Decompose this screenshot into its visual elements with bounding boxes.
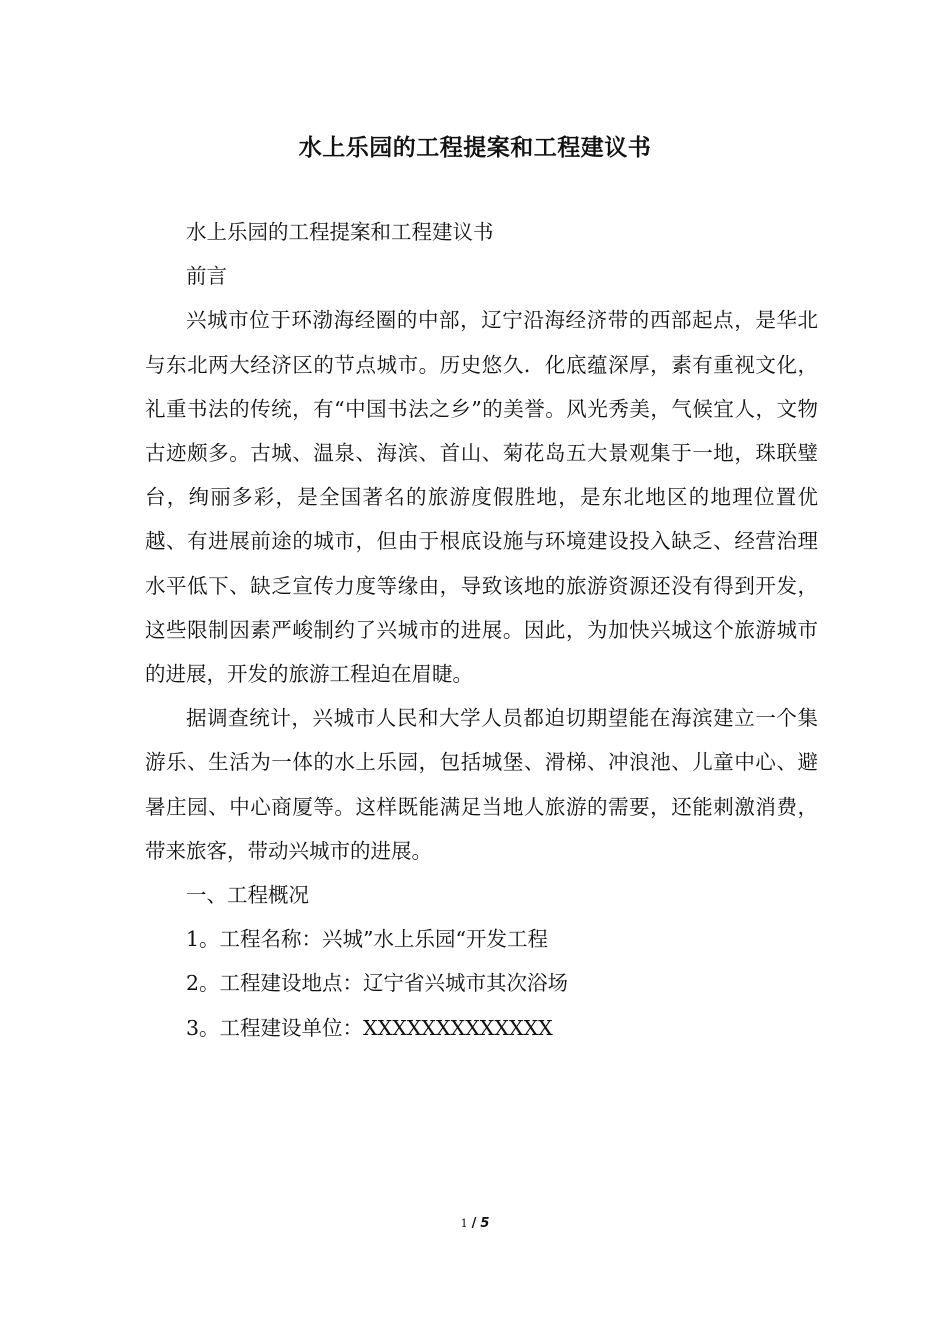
section-heading-preface: 前言 [186, 264, 227, 289]
page-separator: / [471, 1216, 477, 1231]
paragraph-survey: 据调查统计，兴城市人民和大学人员都迫切期望能在海滨建立一个集游乐、生活为一体的水上乐园，包括城堡、滑梯、冲浪池、儿童中心、避暑庄园、中心商厦等。这样既能满足当地人旅游的需要，还能刺激消费，带来旅客，带动兴城市的进展。 [145, 706, 818, 863]
body-subtitle: 水上乐园的工程提案和工程建议书 [186, 220, 494, 244]
current-page-number: 1 [460, 1217, 468, 1230]
list-item-project-name: 1。工程名称：兴城”水上乐园“开发工程 [186, 927, 549, 952]
section-heading-overview: 一、工程概况 [186, 883, 309, 908]
paragraph-city-intro: 兴城市位于环渤海经圈的中部，辽宁沿海经济带的西部起点，是华北与东北两大经济区的节点城市。历史悠久．化底蕴深厚，素有重视文化，礼重书法的传统，有“中国书法之乡”的美誉。风光秀美，气候宜人，文物古迹颇多。古城、温泉、海滨、首山、菊花岛五大景观集于一地，珠联璧台，绚丽多彩，是全国著名的旅游度假胜地，是东北地区的地理位置优越、有进展前途的城市，但由于根底设施与环境建设投入缺乏、经营治理水平低下、缺乏宣传力度等缘由，导致该地的旅游资源还没有得到开发，这些限制因素严峻制约了兴城市的进展。因此，为加快兴城这个旅游城市的进展，开发的旅游工程迫在眉睫。 [145, 308, 818, 687]
document-title: 水上乐园的工程提案和工程建议书 [298, 135, 652, 161]
total-page-count: 5 [480, 1216, 490, 1231]
document-body [145, 210, 818, 1050]
list-item-project-unit: 3。工程建设单位：XXXXXXXXXXXXX [186, 1015, 553, 1040]
list-item-project-location: 2。工程建设地点：辽宁省兴城市其次浴场 [186, 971, 569, 996]
page-number [0, 1214, 950, 1234]
